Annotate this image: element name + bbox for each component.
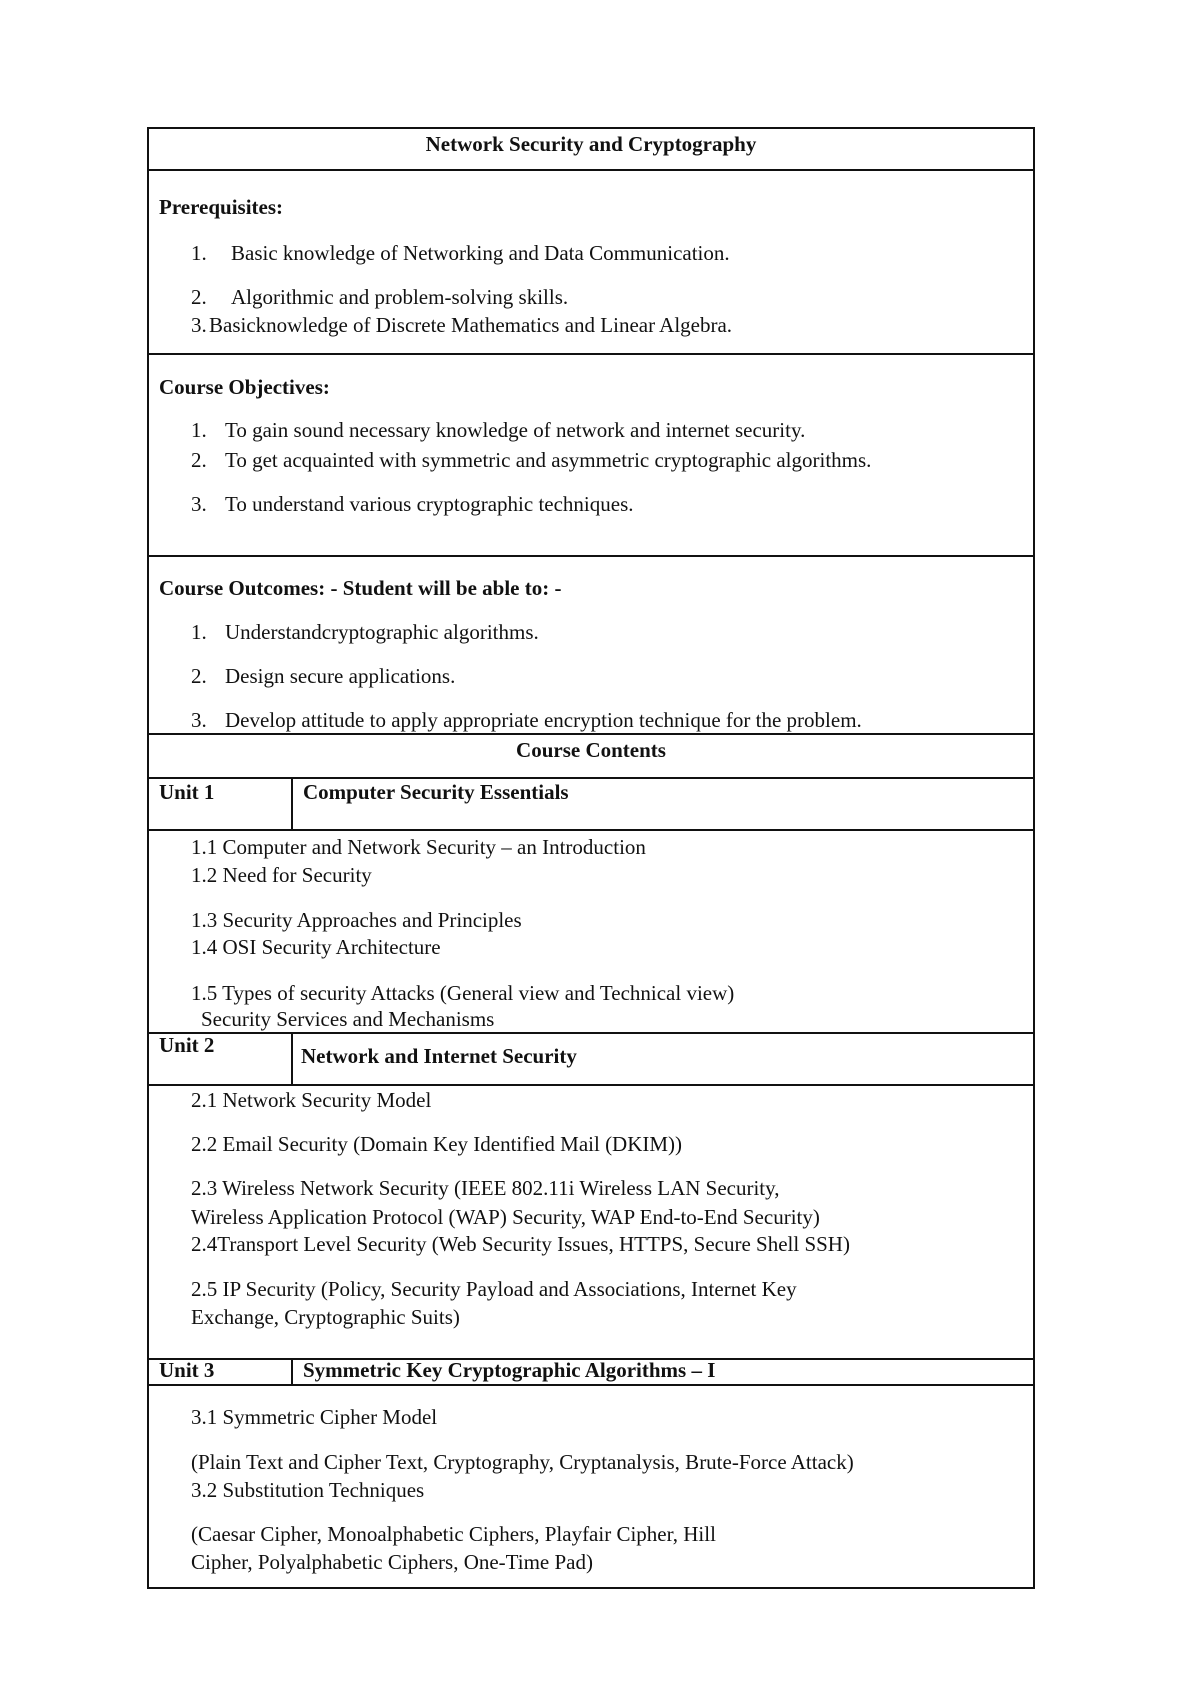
syllabus-table [147, 127, 1035, 1589]
course-title: Network Security and Cryptography [425, 132, 757, 156]
topic-line: Wireless Application Protocol (WAP) Security, WAP End-to-End Security) [191, 1205, 820, 1229]
topic-line: 2.5 IP Security (Policy, Security Payload and Associations, Internet Key [191, 1277, 797, 1301]
divider [291, 1032, 293, 1084]
prerequisite-item: Basicknowledge of Discrete Mathematics and Linear Algebra. [209, 313, 733, 337]
topic-line: 2.1 Network Security Model [191, 1088, 432, 1112]
topic-line: Cipher, Polyalphabetic Ciphers, One-Time Pad) [191, 1550, 593, 1574]
topic-line: (Caesar Cipher, Monoalphabetic Ciphers, Playfair Cipher, Hill [191, 1522, 716, 1546]
topic-line: 1.2 Need for Security [191, 863, 372, 887]
unit-title: Computer Security Essentials [303, 780, 569, 804]
divider [149, 1384, 1033, 1386]
divider [149, 829, 1033, 831]
topic-line: 2.3 Wireless Network Security (IEEE 802.11i Wireless LAN Security, [191, 1176, 780, 1200]
topic-line: 1.4 OSI Security Architecture [191, 935, 441, 959]
objective-number: 2. [191, 448, 207, 472]
divider [149, 1032, 1033, 1034]
outcome-number: 1. [191, 620, 207, 644]
objective-item: To understand various cryptographic techniques. [225, 492, 634, 516]
unit-label: Unit 2 [159, 1033, 215, 1057]
topic-line: 1.1 Computer and Network Security – an Introduction [191, 835, 646, 859]
divider [149, 733, 1033, 735]
prerequisite-number: 3. [191, 313, 207, 337]
topic-line: (Plain Text and Cipher Text, Cryptography, Cryptanalysis, Brute-Force Attack) [191, 1450, 854, 1474]
prerequisite-item: Basic knowledge of Networking and Data Communication. [231, 241, 730, 265]
topic-line: 2.2 Email Security (Domain Key Identified Mail (DKIM)) [191, 1132, 683, 1156]
outcomes-heading: Course Outcomes: - Student will be able to: - [159, 576, 562, 600]
outcome-item: Understandcryptographic algorithms. [225, 620, 539, 644]
objectives-heading: Course Objectives: [159, 375, 330, 399]
divider [149, 1084, 1033, 1086]
prerequisites-heading: Prerequisites: [159, 195, 284, 219]
divider [149, 777, 1033, 779]
topic-line: Security Services and Mechanisms [201, 1007, 495, 1031]
divider [149, 353, 1033, 355]
topic-line: 2.4Transport Level Security (Web Security Issues, HTTPS, Secure Shell SSH) [191, 1232, 850, 1256]
outcome-number: 2. [191, 664, 207, 688]
outcome-number: 3. [191, 708, 207, 732]
prerequisite-number: 1. [191, 241, 207, 265]
contents-heading: Course Contents [516, 738, 666, 762]
topic-line: 3.1 Symmetric Cipher Model [191, 1405, 438, 1429]
divider [291, 777, 293, 829]
topic-line: 1.5 Types of security Attacks (General view and Technical view) [191, 981, 735, 1005]
divider [291, 1358, 293, 1384]
unit-label: Unit 3 [159, 1358, 215, 1382]
unit-title: Symmetric Key Cryptographic Algorithms – I [303, 1358, 716, 1382]
unit-title: Network and Internet Security [301, 1044, 577, 1068]
topic-line: Exchange, Cryptographic Suits) [191, 1305, 460, 1329]
divider [149, 169, 1033, 171]
objective-number: 1. [191, 418, 207, 442]
prerequisite-item: Algorithmic and problem-solving skills. [231, 285, 569, 309]
topic-line: 1.3 Security Approaches and Principles [191, 908, 522, 932]
topic-line: 3.2 Substitution Techniques [191, 1478, 425, 1502]
unit-label: Unit 1 [159, 780, 215, 804]
objective-number: 3. [191, 492, 207, 516]
outcome-item: Develop attitude to apply appropriate encryption technique for the problem. [225, 708, 862, 732]
outcome-item: Design secure applications. [225, 664, 456, 688]
prerequisite-number: 2. [191, 285, 207, 309]
objective-item: To get acquainted with symmetric and asymmetric cryptographic algorithms. [225, 448, 872, 472]
divider [149, 555, 1033, 557]
objective-item: To gain sound necessary knowledge of network and internet security. [225, 418, 806, 442]
